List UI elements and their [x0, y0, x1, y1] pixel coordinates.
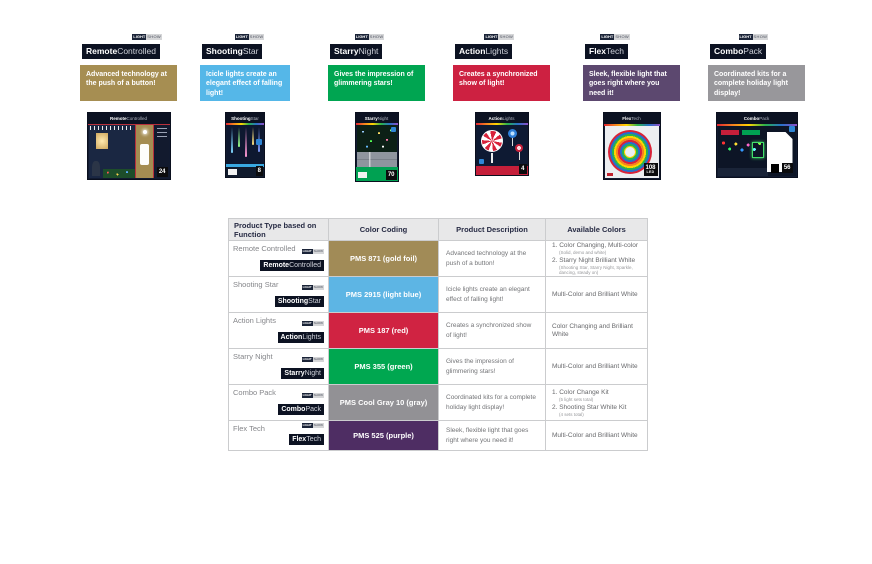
lineup-starry-night: [328, 28, 425, 193]
icicle-light-streak: [238, 127, 240, 147]
tagline-combo-pack: Coordinated kits for a complete holiday light display!: [708, 65, 805, 101]
lightshow-badge: [132, 34, 162, 40]
upc-graphic: [771, 164, 779, 173]
color-swatch: PMS 355 (green): [329, 349, 439, 385]
package-photo-scene: [605, 126, 659, 178]
app-icon: [479, 159, 484, 164]
color-coding-table: [228, 218, 648, 451]
col-header-product-description: Product Description: [439, 219, 546, 241]
product-logo: Remote Controlled: [260, 260, 324, 271]
garland-graphic: [103, 169, 135, 178]
logo-text-bold: Remote: [86, 46, 118, 56]
logo-text-bold: Flex: [589, 46, 607, 56]
icicle-light-streak: [231, 127, 233, 153]
available-colors-cell: Multi-Color and Brilliant White: [546, 421, 648, 451]
available-colors-cell: 1. Color Change Kit (5 light sets total) 2. Shooting Star White Kit (4 sets total): [546, 385, 648, 421]
logo-text-light: Tech: [606, 46, 624, 56]
icicle-lights-graphic: [90, 126, 134, 130]
available-colors-cell: Color Changing and Brilliant White: [546, 313, 648, 349]
lineup-remote-controlled: [80, 28, 177, 193]
available-colors-cell: 1. Color Changing, Multi-color (Solid, demo and white) 2. Starry Night Brilliant White (Shooting Star, Starry Night, Sparkle, dancing, steady on): [546, 241, 648, 277]
color-swatch: PMS 871 (gold foil): [329, 241, 439, 277]
lightshow-badge: LIGHT SHOW: [355, 34, 384, 39]
tagline-starry-night: Gives the impression of glimmering stars!: [328, 65, 425, 101]
mini-pack-label-red: [721, 130, 739, 135]
logo-text-light: Lights: [485, 46, 509, 56]
package-photo-scene: [477, 125, 527, 166]
logo-text-light: Controlled: [117, 46, 156, 56]
gold-panel: [135, 125, 154, 178]
package-bottom-band: [718, 168, 768, 176]
lightshow-badge: LIGHT SHOW: [485, 34, 514, 39]
remote-controlled-logo: [82, 34, 161, 59]
lightshow-badge: LIGHT SHOW: [235, 34, 264, 39]
lightshow-badge: LIGHT SHOW: [302, 321, 323, 325]
app-icon: [391, 127, 396, 132]
table-row-product-cell: [229, 313, 329, 349]
upc-graphic: [358, 172, 367, 178]
set-count-badge: 24: [158, 169, 166, 175]
lineup-action-lights: [453, 28, 550, 193]
sparkle-icon: [143, 130, 147, 134]
available-colors-cell: Multi-Color and Brilliant White: [546, 277, 648, 313]
window-glow-graphic: [96, 133, 108, 149]
blue-spinner-graphic: [508, 129, 517, 138]
product-type-label: Remote Controlled: [233, 244, 296, 253]
logo-text-light: Night: [358, 46, 379, 56]
product-description-cell: Advanced technology at the push of a button!: [439, 241, 546, 277]
lightshow-badge: LIGHT SHOW: [601, 34, 629, 39]
package-info-column: [155, 125, 169, 178]
product-type-label: Combo Pack: [233, 388, 276, 397]
package-combo-pack: [716, 112, 798, 178]
person-silhouette-graphic: [92, 161, 100, 176]
mini-pack-label-green: [742, 130, 760, 135]
product-description-cell: Creates a synchronized show of light!: [439, 313, 546, 349]
product-description-cell: Gives the impression of glimmering stars!: [439, 349, 546, 385]
shooting-star-logo: [202, 34, 264, 59]
red-spinner-graphic: [515, 144, 523, 152]
logo-text-bold: Combo: [714, 46, 744, 56]
lightshow-badge-show: SHOW: [147, 34, 161, 39]
package-photo-scene: [718, 126, 796, 176]
peppermint-spinner-graphic: [481, 130, 503, 152]
lightshow-badge: LIGHT SHOW: [302, 285, 323, 289]
product-type-label: Starry Night: [233, 352, 273, 361]
lineup-shooting-star: [200, 28, 290, 193]
color-swatch: PMS 2915 (light blue): [329, 277, 439, 313]
starry-night-logo: [330, 34, 384, 59]
available-colors-cell: Multi-Color and Brilliant White: [546, 349, 648, 385]
table-row-product-cell: [229, 277, 329, 313]
tagline-remote-controlled: Advanced technology at the push of a button!: [80, 65, 177, 101]
table-row-product-cell: [229, 349, 329, 385]
package-starry-night: [355, 112, 399, 182]
spinner-stake: [512, 138, 513, 146]
app-icon: [256, 139, 262, 145]
color-swatch: PMS Cool Gray 10 (gray): [329, 385, 439, 421]
set-count-badge: 70: [387, 172, 395, 178]
upc-graphic: [228, 169, 237, 175]
spinner-stake: [519, 152, 520, 160]
app-icon: [789, 126, 795, 132]
lineup-flex-tech: [583, 28, 680, 193]
package-logo: Shooting Star: [226, 113, 264, 123]
product-description-cell: Coordinated kits for a complete holiday light display!: [439, 385, 546, 421]
lightshow-badge: LIGHT SHOW: [302, 249, 323, 253]
tagline-flex-tech: Sleek, flexible light that goes right where you need it!: [583, 65, 680, 101]
package-photo-scene: [89, 125, 135, 178]
lightshow-badge: LIGHT SHOW: [302, 393, 323, 397]
table-row-product-cell: [229, 385, 329, 421]
combo-pack-logo: [710, 34, 768, 59]
action-lights-logo: [455, 34, 514, 59]
col-header-color-coding: Color Coding: [329, 219, 439, 241]
tagline-action-lights: Creates a synchronized show of light!: [453, 65, 550, 101]
product-logo: Combo Pack: [278, 404, 324, 415]
lightshow-badge: LIGHT SHOW: [302, 423, 323, 427]
icicle-light-streak: [245, 127, 247, 157]
package-photo-scene: [227, 125, 263, 166]
product-description-cell: Icicle lights create an elegant effect of falling light!: [439, 277, 546, 313]
package-logo: Combo Pack: [717, 113, 797, 124]
product-type-label: Shooting Star: [233, 280, 279, 289]
logo-text-bold: Starry: [334, 46, 359, 56]
col-header-product-type: Product Type based on Function: [229, 219, 329, 241]
icicle-light-streak: [252, 127, 254, 145]
product-description-cell: Sleek, flexible light that goes right where you need it!: [439, 421, 546, 451]
lightshow-badge: LIGHT SHOW: [302, 357, 323, 361]
package-remote-controlled: [87, 112, 171, 180]
neon-outline-graphic: [752, 142, 764, 158]
logo-text-bold: Shooting: [206, 46, 243, 56]
flex-tech-logo: [585, 34, 629, 59]
led-count-badge: 108 LED: [644, 163, 658, 177]
color-swatch: PMS 525 (purple): [329, 421, 439, 451]
lightshow-badge: LIGHT SHOW: [739, 34, 768, 39]
set-count-badge: 56: [783, 165, 791, 171]
col-header-available-colors: Available Colors: [546, 219, 648, 241]
product-type-label: Action Lights: [233, 316, 276, 325]
product-logo: Flex Tech: [289, 434, 324, 445]
package-shooting-star: [225, 112, 265, 178]
package-logo: Starry Night: [356, 113, 398, 123]
logo-text-bold: Action: [459, 46, 486, 56]
brand-mark: [607, 173, 613, 176]
product-logo: Starry Night: [281, 368, 324, 379]
lineup-combo-pack: [708, 28, 805, 193]
tagline-shooting-star: Icicle lights create an elegant effect of falling light!: [200, 65, 290, 101]
table-row-product-cell: [229, 241, 329, 277]
package-action-lights: [475, 112, 529, 176]
product-logo: Shooting Star: [275, 296, 324, 307]
logo-text-light: Pack: [743, 46, 763, 56]
set-count-badge: 8: [257, 168, 261, 174]
product-type-label: Flex Tech: [233, 424, 265, 433]
remote-control-graphic: [140, 144, 149, 165]
set-count-badge: 4: [521, 166, 525, 172]
package-flex-tech: [603, 112, 661, 180]
spinner-stake: [491, 153, 493, 163]
lightshow-badge-light: LIGHT: [133, 34, 146, 39]
package-logo: Flex Tech: [604, 113, 660, 124]
package-logo: Remote Controlled: [88, 113, 170, 124]
product-logo: Action Lights: [278, 332, 324, 343]
package-logo: Action Lights: [476, 113, 528, 123]
color-swatch: PMS 187 (red): [329, 313, 439, 349]
table-row-product-cell: [229, 421, 329, 451]
logo-text-light: Star: [242, 46, 259, 56]
